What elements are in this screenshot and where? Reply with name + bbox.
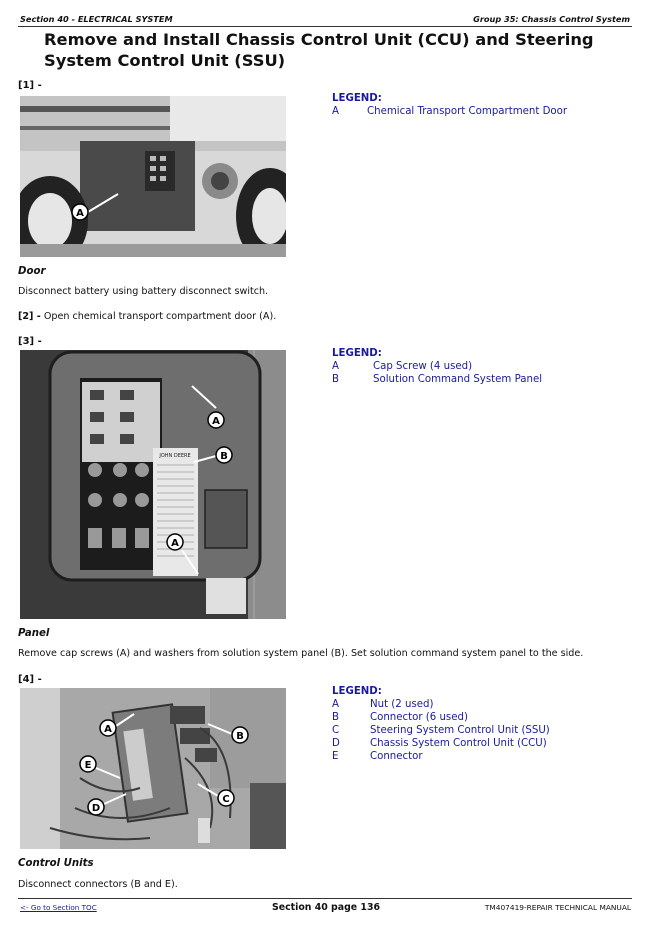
legend-heading: LEGEND: [332,686,382,697]
step-4-marker: [4] - [18,674,42,685]
subheading-panel: Panel [18,628,50,639]
callout-label: A [76,208,84,219]
page-number: Section 40 page 136 [272,902,380,913]
section-toc-link[interactable]: <- Go to Section TOC [20,903,97,912]
legend-row [332,751,423,764]
legend-key: E [332,751,339,762]
legend-key: B [332,374,339,385]
legend-text: Chemical Transport Compartment Door [367,106,568,117]
legend-text: Steering System Control Unit (SSU) [370,725,550,736]
step-3-text: Remove cap screws (A) and washers from solution system panel (B). Set solution command system panel to the side. [18,648,584,659]
photo-control-units [20,688,286,849]
legend-key: C [332,725,340,736]
callout-label: E [84,760,92,771]
manual-id: TM407419-REPAIR TECHNICAL MANUAL [484,903,631,912]
step-2-marker: [2] - [18,311,41,322]
callout-label: C [222,794,230,805]
legend-key: A [332,106,339,117]
legend-heading: LEGEND: [332,348,382,359]
legend-step-3 [332,348,543,387]
legend-row [332,106,568,119]
step-2-text: Open chemical transport compartment door (A). [43,311,277,322]
callout-label: B [220,451,228,462]
section-label: Section 40 - ELECTRICAL SYSTEM [20,14,173,24]
legend-key: A [332,361,339,372]
callout-label: A [104,724,112,735]
legend-key: B [332,712,339,723]
subheading-door: Door [18,266,46,277]
callout-label: B [236,731,244,742]
header-divider [18,26,632,27]
legend-key: A [332,699,339,710]
legend-text: Cap Screw (4 used) [373,361,473,372]
legend-row [332,725,550,738]
legend-step-4 [332,686,550,764]
legend-text: Chassis System Control Unit (CCU) [370,738,547,749]
callout-label: D [91,803,101,814]
legend-text: Connector (6 used) [370,712,468,723]
step-2-paragraph [18,311,276,322]
legend-heading: LEGEND: [332,93,382,104]
legend-row [332,699,434,712]
legend-step-1 [332,93,568,119]
legend-row [332,738,547,751]
step-1-marker: [1] - [18,80,42,91]
step-3-marker: [3] - [18,336,42,347]
legend-key: D [332,738,340,749]
legend-text: Connector [370,751,423,762]
photo-compartment-door [20,96,286,257]
callout-label: A [212,416,220,427]
legend-row [332,361,473,374]
page-title: Remove and Install Chassis Control Unit (CCU) and Steering System Control Unit (SSU) [44,30,594,70]
callout-label: A [171,538,179,549]
step-1-text: Disconnect battery using battery disconnect switch. [18,286,269,297]
legend-text: Solution Command System Panel [373,374,543,385]
legend-row [332,374,543,387]
subheading-control-units: Control Units [18,858,94,869]
legend-row [332,712,468,725]
photo-solution-panel [20,350,286,619]
legend-text: Nut (2 used) [370,699,434,710]
group-label: Group 35: Chassis Control System [473,14,630,24]
panel-brand-label: JOHN DEERE [159,453,191,459]
step-4-text: Disconnect connectors (B and E). [18,879,178,890]
footer-divider [18,898,632,899]
